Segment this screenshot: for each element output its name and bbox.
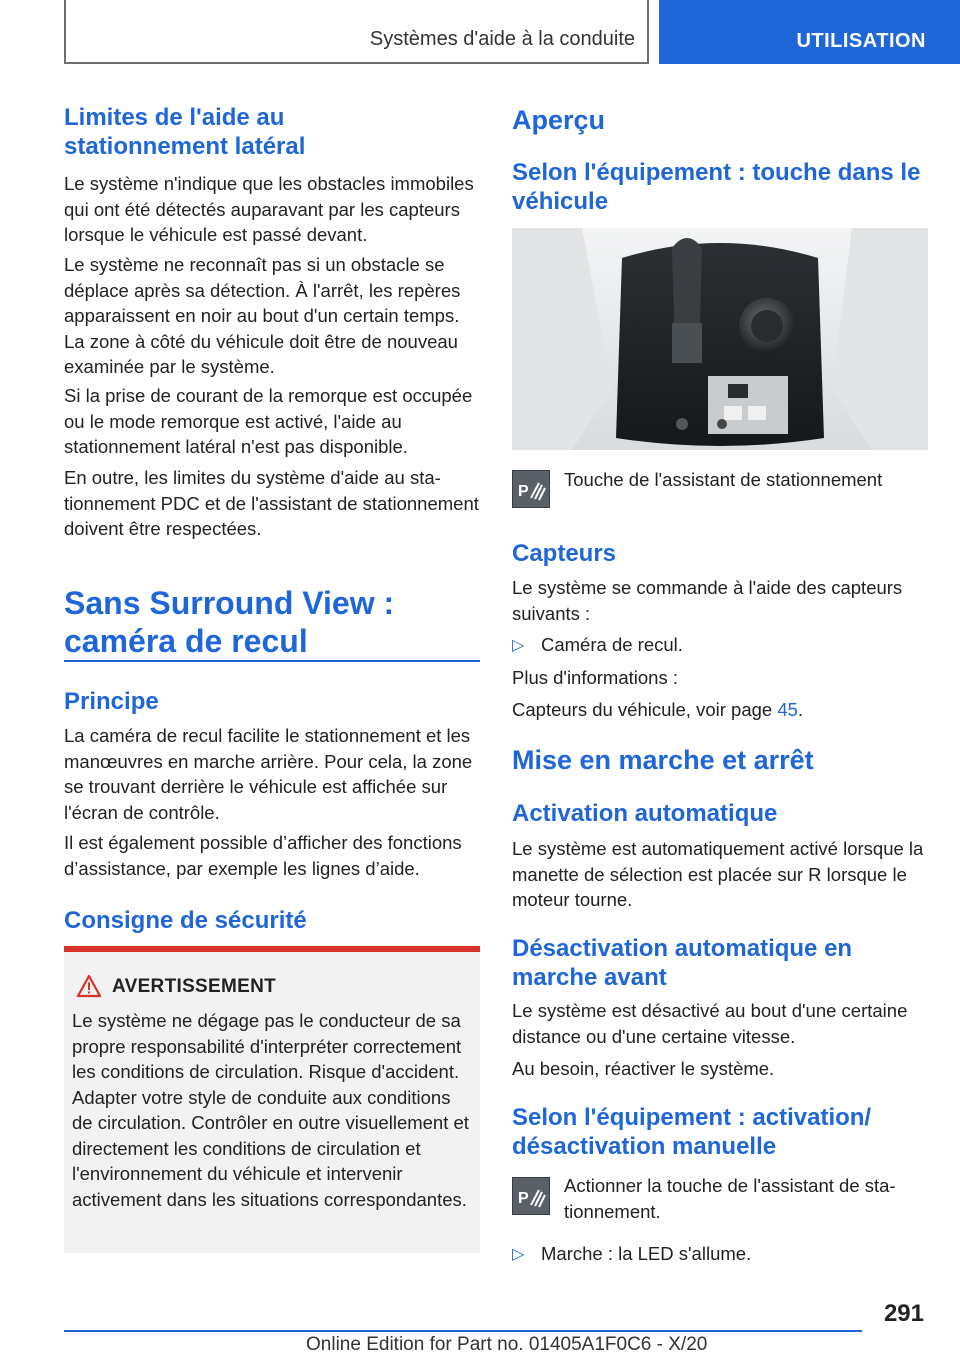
svg-text:P: P [518,483,529,500]
main-heading-line-2: caméra de recul [64,623,308,659]
sensors-reference-end: . [797,699,804,720]
limits-paragraph-3: Si la prise de courant de la remorque est occupée ou le mode remorque est activé, l'aide au stationnement latéral n'est pas disponible. [64,385,473,457]
warning-title: AVERTISSEMENT [112,976,277,997]
limits-heading: Limites de l'aide au stationnement latéral [64,104,306,160]
manual-paragraph: Actionner la touche de l'assistant de stationnement. [564,1175,896,1222]
manual-bullet-text: Marche : la LED s'allume. [541,1243,752,1264]
sensors-bullet-text: Caméra de recul. [541,634,683,655]
page-number: 291 [883,1300,924,1327]
bullet-marker-2: ▷ [512,1246,525,1263]
auto-on-paragraph: Le système est automatiquement activé lorsque la manette de sélection est placée sur R lorsque le moteur tourne. [512,838,924,910]
chapter-title: UTILISATION [796,30,926,52]
auto-off-paragraph-2: Au besoin, réactiver le système. [512,1058,775,1079]
center-console-photo [512,228,928,450]
safety-heading: Consigne de sécurité [64,907,307,934]
auto-off-paragraph-1: Le système est désactivé au bout d'une certaine distance ou d'une certaine vitesse. [512,1000,908,1047]
manual-heading: Selon l'équipement : activation/ désactivation manuelle [512,1104,872,1160]
principle-paragraph-1: La caméra de recul facilite le stationnement et les manœuvres en marche arrière. Pour cela, la zone se trouvant derrière le véhicule est affichée sur l'écran de contrôle. [64,725,473,823]
auto-off-heading: Désactivation automatique en marche avant [512,935,853,991]
bullet-marker: ▷ [512,637,525,654]
sensors-more-info: Plus d'informations : [512,667,678,688]
sensors-heading: Capteurs [512,540,617,567]
button-caption: Touche de l'assistant de stationnement [564,469,883,490]
warning-text: Le système ne dégage pas le conducteur de sa propre responsabilité d'interpréter correctement les conditions de circulation. Risque d'accident. Adapter votre style de conduite aux conditions de circulation. Contrôler en outre visuellement et directement les conditions de circulation et l'environnement du véhicule et intervenir activement dans les situations correspondantes. [72,1010,469,1210]
heading-rule [64,660,480,662]
auto-on-heading: Activation automatique [512,800,778,827]
principle-paragraph-2: Il est également possible d’afficher des fonctions d’assistance, par exemple les lignes d’aide. [64,832,462,879]
main-heading-line-1: Sans Surround View : [64,585,395,621]
sensors-reference-text: Capteurs du véhicule, voir page [512,699,778,720]
onoff-heading: Mise en marche et arrêt [512,745,814,775]
section-title: Systèmes d'aide à la conduite [369,28,635,50]
warning-box [64,946,480,1253]
sensors-paragraph: Le système se commande à l'aide des capteurs suivants : [512,577,903,624]
equipment-heading: Selon l'équipement : touche dans le véhicule [512,159,921,215]
principle-heading: Principe [64,688,159,715]
limits-paragraph-1: Le système n'indique que les obstacles immobiles qui ont été détectés auparavant par les capteurs lorsque le véhicule est passé devant. [64,173,474,245]
warning-bar [64,946,480,952]
footer-edition: Online Edition for Part no. 01405A1F0C6 - X/20 [306,1334,708,1355]
sensors-reference [512,697,928,723]
main-heading [64,584,394,660]
park-assist-button-icon-2 [512,1177,550,1215]
svg-text:P: P [518,1190,529,1207]
warning-triangle-icon [76,974,102,998]
header-chapter [659,0,960,64]
page-link-45[interactable]: 45 [777,699,798,720]
header-section [64,0,649,64]
overview-heading: Aperçu [512,105,606,135]
limits-paragraph-2: Le système ne reconnaît pas si un obstacle se déplace après sa détection. À l'arrêt, les repères apparaissent en noir au bout d'un certain temps. La zone à côté du véhicule doit être de nouveau examinée par le système. [64,254,461,377]
footer-rule [64,1330,862,1332]
limits-paragraph-4: En outre, les limites du système d'aide au stationnement PDC et de l'assistant de stationnement doivent être respectées. [64,467,479,539]
park-assist-button-icon [512,470,550,508]
